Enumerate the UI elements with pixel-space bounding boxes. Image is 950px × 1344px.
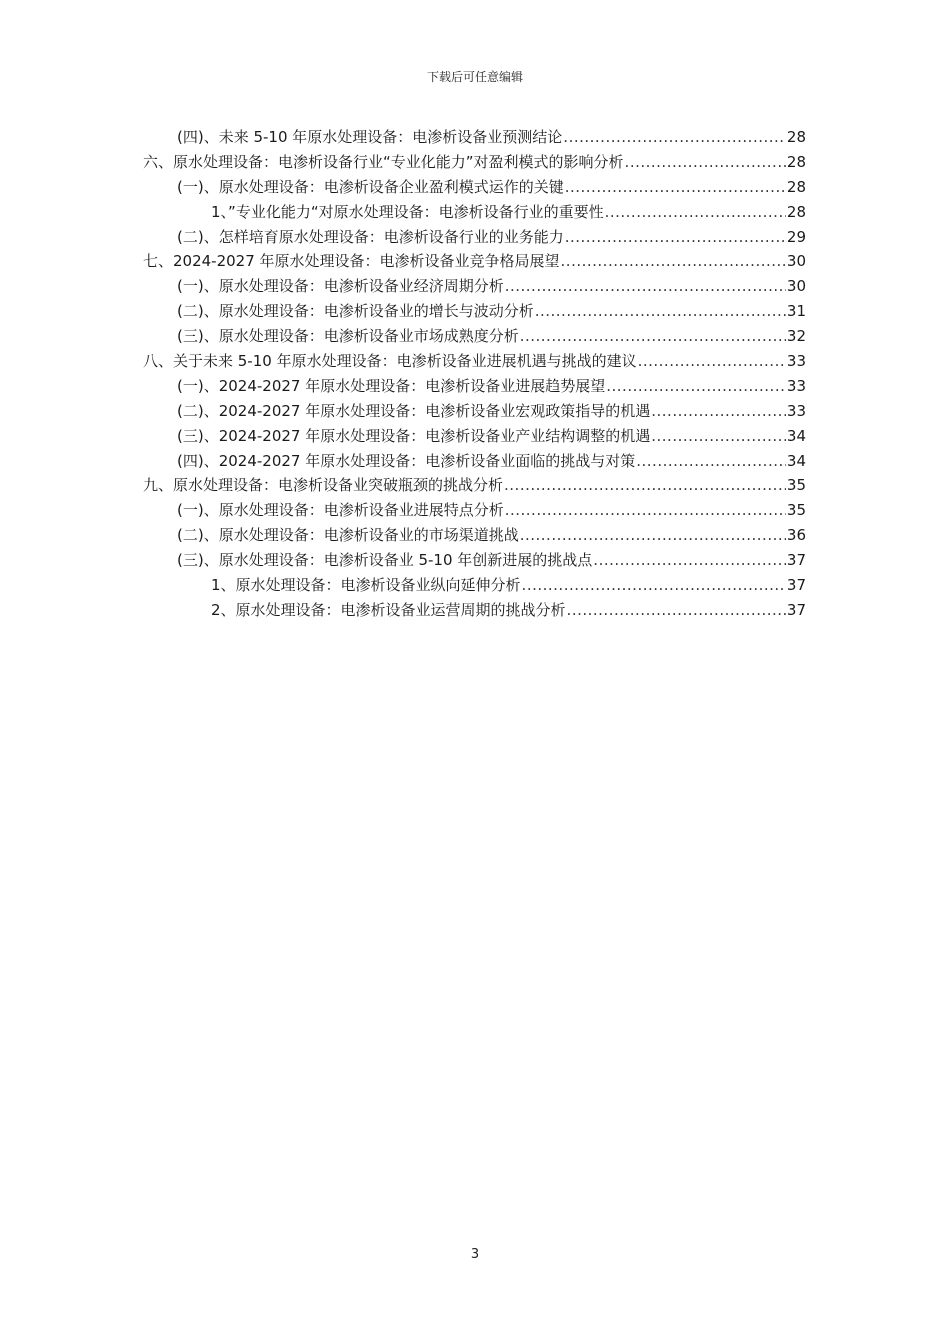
toc-leader-dots (504, 473, 786, 498)
toc-entry-title: (四)、未来 5-10 年原水处理设备：电渗析设备业预测结论 (177, 128, 563, 146)
toc-leader-dots (605, 200, 786, 225)
toc-entry-page: 28 (786, 128, 806, 146)
header-note: 下载后可任意编辑 (426, 70, 523, 84)
toc-entry[interactable] (143, 424, 806, 449)
toc-entry-page: 30 (786, 252, 806, 271)
toc-entry[interactable] (143, 548, 806, 573)
toc-entry-page: 37 (786, 576, 806, 595)
toc-entry-title: (二)、怎样培育原水处理设备：电渗析设备行业的业务能力 (177, 227, 564, 246)
toc-entry-title: (三)、2024-2027 年原水处理设备：电渗析设备业产业结构调整的机遇 (177, 426, 651, 445)
toc-entry-title: 六、原水处理设备：电渗析设备行业“专业化能力”对盈利模式的影响分析 (143, 152, 624, 171)
toc-leader-dots (520, 324, 786, 349)
toc-entry-page: 37 (786, 551, 806, 570)
toc-entry[interactable] (143, 349, 806, 374)
toc-entry[interactable] (143, 324, 806, 349)
toc-entry-page: 33 (786, 352, 806, 371)
toc-leader-dots (606, 374, 786, 399)
toc-leader-dots (535, 299, 786, 324)
toc-entry-title: (一)、原水处理设备：电渗析设备企业盈利模式运作的关键 (177, 177, 564, 196)
toc-entry-title: (二)、原水处理设备：电渗析设备业的增长与波动分析 (177, 302, 534, 321)
toc-entry[interactable] (143, 449, 806, 474)
toc-entry-title: 七、2024-2027 年原水处理设备：电渗析设备业竞争格局展望 (143, 252, 560, 271)
toc-leader-dots (651, 399, 786, 424)
toc-entry-page: 33 (786, 376, 806, 395)
toc-entry-title: 八、关于未来 5-10 年原水处理设备：电渗析设备业进展机遇与挑战的建议 (143, 352, 637, 371)
toc-entry-title: (三)、原水处理设备：电渗析设备业市场成熟度分析 (177, 327, 519, 346)
toc-entry-page: 32 (786, 327, 806, 346)
toc-entry[interactable] (143, 200, 806, 225)
toc-entry-title: (一)、2024-2027 年原水处理设备：电渗析设备业进展趋势展望 (177, 376, 606, 395)
page-number: 3 (470, 1247, 480, 1262)
toc-leader-dots (567, 598, 786, 623)
toc-entry-title: (一)、原水处理设备：电渗析设备业进展特点分析 (177, 501, 504, 520)
toc-entry[interactable] (143, 125, 806, 150)
toc-entry-title: (二)、2024-2027 年原水处理设备：电渗析设备业宏观政策指导的机遇 (177, 401, 651, 420)
toc-entry[interactable] (143, 150, 806, 175)
toc-entry-title: (二)、原水处理设备：电渗析设备业的市场渠道挑战 (177, 526, 519, 545)
toc-leader-dots (505, 274, 786, 299)
toc-entry-page: 35 (786, 476, 806, 495)
toc-entry[interactable] (143, 225, 806, 250)
toc-entry-page: 35 (786, 501, 806, 520)
toc-leader-dots (561, 249, 786, 274)
toc-leader-dots (522, 573, 786, 598)
toc-leader-dots (593, 548, 786, 573)
toc-leader-dots (565, 175, 786, 200)
toc-leader-dots (636, 449, 786, 474)
toc-leader-dots (651, 424, 786, 449)
toc-entry-page: 31 (786, 302, 806, 321)
toc-entry-page: 34 (786, 451, 806, 470)
toc-entry[interactable] (143, 399, 806, 424)
toc-entry[interactable] (143, 473, 806, 498)
toc-leader-dots (565, 225, 786, 250)
toc-entry-title: 九、原水处理设备：电渗析设备业突破瓶颈的挑战分析 (143, 476, 504, 495)
toc-entry-page: 33 (786, 401, 806, 420)
table-of-contents (143, 125, 806, 623)
toc-entry[interactable] (143, 374, 806, 399)
toc-entry-page: 28 (786, 152, 806, 171)
toc-entry-page: 36 (786, 526, 806, 545)
toc-leader-dots (563, 125, 786, 150)
toc-entry-page: 37 (786, 600, 806, 619)
toc-entry-title: (三)、原水处理设备：电渗析设备业 5-10 年创新进展的挑战点 (177, 551, 593, 570)
toc-entry-title: 1、原水处理设备：电渗析设备业纵向延伸分析 (211, 576, 521, 595)
toc-leader-dots (625, 150, 786, 175)
toc-entry-title: 1、”专业化能力“对原水处理设备：电渗析设备行业的重要性 (211, 202, 604, 221)
toc-entry-page: 29 (786, 227, 806, 246)
toc-entry[interactable] (143, 175, 806, 200)
toc-leader-dots (638, 349, 786, 374)
toc-leader-dots (520, 523, 786, 548)
toc-entry-title: (一)、原水处理设备：电渗析设备业经济周期分析 (177, 277, 504, 296)
toc-entry[interactable] (143, 249, 806, 274)
toc-entry[interactable] (143, 299, 806, 324)
toc-entry[interactable] (143, 598, 806, 623)
toc-entry-title: (四)、2024-2027 年原水处理设备：电渗析设备业面临的挑战与对策 (177, 451, 636, 470)
toc-entry[interactable] (143, 523, 806, 548)
toc-entry[interactable] (143, 498, 806, 523)
toc-entry[interactable] (143, 274, 806, 299)
toc-entry-page: 34 (786, 426, 806, 445)
toc-entry-page: 28 (786, 202, 806, 221)
toc-entry[interactable] (143, 573, 806, 598)
toc-entry-page: 28 (786, 177, 806, 196)
toc-leader-dots (505, 498, 786, 523)
toc-entry-page: 30 (786, 277, 806, 296)
toc-entry-title: 2、原水处理设备：电渗析设备业运营周期的挑战分析 (211, 600, 566, 619)
